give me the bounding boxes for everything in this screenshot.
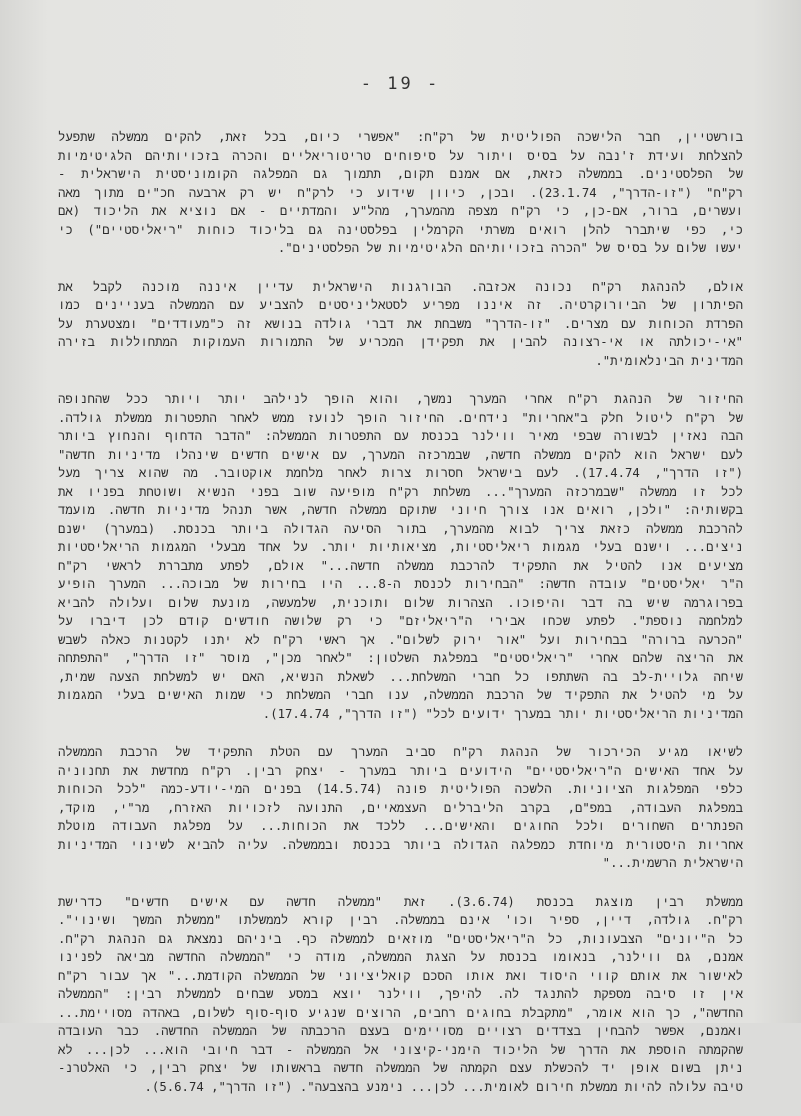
text-line: במפלגת העבודה, במפ"ם, בקרב הליברלים העצמאיים, התנועה לזכויות האזרח, מר"י, מוקד, — [58, 800, 743, 815]
paragraph — [58, 893, 743, 1097]
text-line: של רק"ח ליטול חלק ב"אחריות" נידחים. החיזור הופך לנועז ממש לאחר התפטרות ממשלת גולדה. — [58, 410, 743, 425]
text-line: החדשה", כך הוא אומר, "מתקבלת בחוגים רחבים, הרוצים שנגיע סוף-סוף לשלום, באהדה מסויימת... — [58, 1005, 743, 1020]
text-line: כלפי המפלגות הציוניות. הלשכה הפוליטית פונה (14.5.74) בפנים המי-יודע-כמה "לכל הכוחות — [58, 782, 743, 796]
text-line: מציעים אנו להטיל את התפקיד להרכבת ממשלה חדשה..." אולם, לפתע מתבררת לראשי רק"ח — [58, 558, 743, 573]
text-line: ("זו הדרך", 17.4.74). לעם בישראל חסרות צרות לאחר מלחמת אוקטובר. מה שהוא צריך מעל — [58, 466, 743, 480]
text-line: רק"ח" ("זו-הדרך", 23.1.74). ובכן, כיוון שידוע כי לרק"ח יש רק ארבעה חכ"ים מתוך מאה — [58, 185, 743, 200]
paragraph — [58, 390, 743, 723]
text-line: כל ה"יונים" הצבעונות, כל ה"ריאליסטים" מוזאים לממשלה כף. ביניהם נמצאת גם הנהגת רק"ח. — [58, 931, 743, 946]
text-line: את הריצה שלהם אחרי "ריאליסטים" במפלגת השלטון: "לאחר מכן", מוסר "זו הדרך", "התפתחה — [58, 651, 743, 665]
text-line: להצלחת ועידת ז'נבה על בסיס ויתור על סיפוחים טריטוריאליים והכרה בזכויותיהם הלגיטימיות — [58, 148, 743, 163]
text-line: הישראלית הרשמית..." — [602, 856, 743, 870]
text-line: הפיתרון של הביורוקרטיה. זה איננו מפריע לסטאליניסטים להצביע עם הממשלה בעניינים כמו — [58, 298, 743, 312]
text-line: שהקמתה הוספת את הדרך של הליכוד הימני-קיצוני אל הממשלה - דבר חיובי הוא... לכן... לא — [58, 1042, 743, 1057]
text-line: אין זו סיבה מספקת להתנגד לה. להיפך, ווילנר יוצא במסע שבחים לממשלת רבין: "הממשלה — [58, 987, 743, 1001]
text-line: החיזור של הנהגת רק"ח אחרי המערך נמשך, והוא הופך לנילהב יותר ויותר ככל שהחנופה — [58, 392, 743, 406]
text-line: כי, כפי שיתברר להלן רואים משרתי הקרמלין בפלסטינה גם בליכוד כוחות "ריאליסטיים") כי — [58, 222, 743, 237]
text-line: ממשלת רבין מוצגת בכנסת (3.6.74). זאת "ממשלה חדשה עם אישים חדשים" כדרישת — [58, 894, 743, 909]
text-line: ואמנם, אפשר להבחין בצדדים רצויים מסויימים בעצם הרכבתה של הממשלה החדשה. כבר העובדה — [58, 1024, 743, 1038]
text-line: "אי-יכולתה או אי-רצונה להבין את תפקידן המכריע של התמורות העמוקות המתחוללות בזירה — [58, 335, 743, 349]
text-line: המדינית הבינלאומית". — [595, 353, 743, 368]
text-line: על מי להטיל את התפקיד של הרכבת הממשלה, ענו חברי המשלחת כי שמות האישים בעלי המגמות — [58, 688, 743, 702]
text-line: על אחד האישים ה"ריאליסטיים" הידועים ביותר במערך - יצחק רבין. רק"ח מחדשת את תחנוניה — [58, 763, 743, 778]
text-line: של הפלסטינים. בממשלה כזאת, אם אמנם תקום, תתמוך גם המפלגה הקומוניסטית הישראלית - — [58, 167, 743, 181]
text-line: ניתן בשום אופן יד להכשלת עצם הקמתה של הממשלה חדשה בראשותו של יצחק רבין, כי האלטרנ- — [58, 1061, 743, 1075]
text-line: הפרדת הכוחות עם מצרים. "זו-הדרך" משבחת את דברי גולדה בנושא זה כ"מעודדים" ומצטערת על — [58, 316, 743, 331]
paragraph — [58, 128, 743, 258]
text-line: לאישור את אותם קווי היסוד ואת אותו הסכם קואליציוני של הממשלה הקודמת..." אך עבור רק"ח — [58, 968, 743, 983]
text-line: לשיאו מגיע הכירכור של הנהגת רק"ח סביב המערך עם הטלת התפקיד של הרכבת הממשלה — [58, 745, 743, 759]
text-line: בורשטיין, חבר הלישכה הפוליטית של רק"ח: "אפשרי כיום, בכל זאת, להקים ממשלה שתפעל — [58, 130, 743, 144]
text-line: טיבה עלולה להיות ממשלת חירום לאומית... לכן... נימנע בהצבעה". ("זו הדרך", 5.6.74). — [144, 1079, 743, 1094]
page-number: - 19 - — [360, 74, 441, 94]
text-line: אולם, להנהגת רק"ח נכונה אכזבה. הבורגנות הישראלית עדיין איננה מוכנה לקבל את — [58, 279, 743, 294]
text-line: להרכבת ממשלה כזאת צריך לבוא מהמערך, בתור הסיעה הגדולה ביותר בכנסת. (במערך) ישנם — [58, 521, 743, 536]
text-line: הפנתרים השחורים ולכל החוגים והאישים... ללכד את הכוחות... על מפלגת העבודה מוטלת — [58, 819, 743, 833]
text-line: לעם ישראל הוא להקים ממשלה חדשה, שבמרכזה המערך, עם אישים חדשים שינהלו מדיניות חדשה" — [58, 447, 743, 462]
text-line: אחריות היסטורית מיוחדת כמפלגה הגדולה ביותר בכנסת ובממשלה. עליה להביא לשינוי המדיניות — [58, 837, 743, 852]
paragraph — [58, 278, 743, 371]
document-body — [58, 128, 743, 1116]
text-line: אמנם, גם ווילנר, בנאומו בכנסת על הצגת הממשלה, מודה כי "הממשלה החדשה מביאה לפנינו — [58, 950, 743, 964]
text-line: רק"ח. גולדה, דיין, ספיר וכו' אינם בממשלה. רבין קורא לממשלתו "ממשלת המשך ושינוי". — [58, 913, 743, 927]
text-line: ניצים... וישנם בעלי מגמות ריאליסטיות, מציאותיות יותר. על אחד מבעלי המגמות הריאליסטיות — [58, 540, 743, 554]
text-line: ועשרים, ברור, אם-כן, כי רק"ח מצפה מהמערך, מהל"ע והמדתיים - אם נוציא את הליכוד (אם — [58, 204, 743, 218]
text-line: המדיניות הריאליסטיות יותר במערך ידועים לכל" ("זו הדרך", 17.4.74). — [262, 706, 743, 721]
text-line: "הכרעה ברורה" בבחירות ועל "אור ירוק לשלום". אך ראשי רק"ח לא יתנו לקטנות כאלה לשבש — [58, 632, 743, 647]
text-line: למלחמה נוספת". לפתע שכחו אבירי ה"ריאליזם" כי רק שלושה חודשים קודם לכן דיברו על — [58, 614, 743, 628]
text-line: יעשו שלום על בסיס של "הכרה בזכויותיהם הלגיטימיות של הפלסטינים". — [277, 241, 743, 255]
text-line: בקשותיה: "ולכן, רואים אנו צורך חיוני שתוקם ממשלה חדשה, אשר תנהל מדיניות חדשה. מועמד — [58, 503, 743, 517]
text-line: שיחה גלויית-לב בה השתתפו כל חברי המשלחת... לשאלת הנשיא, האם יש למשלחת הצעה שמית, — [58, 669, 743, 684]
paragraph — [58, 743, 743, 873]
text-line: ה"ר יאליסטים" עובדה חדשה: "הבחירות לכנסת ה-8... היו בחירות של מבוכה... המערך הופיע — [58, 577, 743, 591]
text-line: לכל זו ממשלה "שבמרכזה המערך"... משלחת רק"ח מופיעה שוב בפני הנשיא ושוטחת בפניו את — [58, 484, 743, 499]
text-line: הבה נאזין לבשורה שבפי מאיר ווילנר בכנסת עם התפטרות הממשלה: "הדבר הדחוף והנחוץ ביותר — [58, 429, 743, 443]
text-line: בפרוגרמה שיש בה דבר והיפוכו. הצהרות שלום ותוכנית, שלמעשה, מונעת שלום ועלולה להביא — [58, 595, 743, 610]
